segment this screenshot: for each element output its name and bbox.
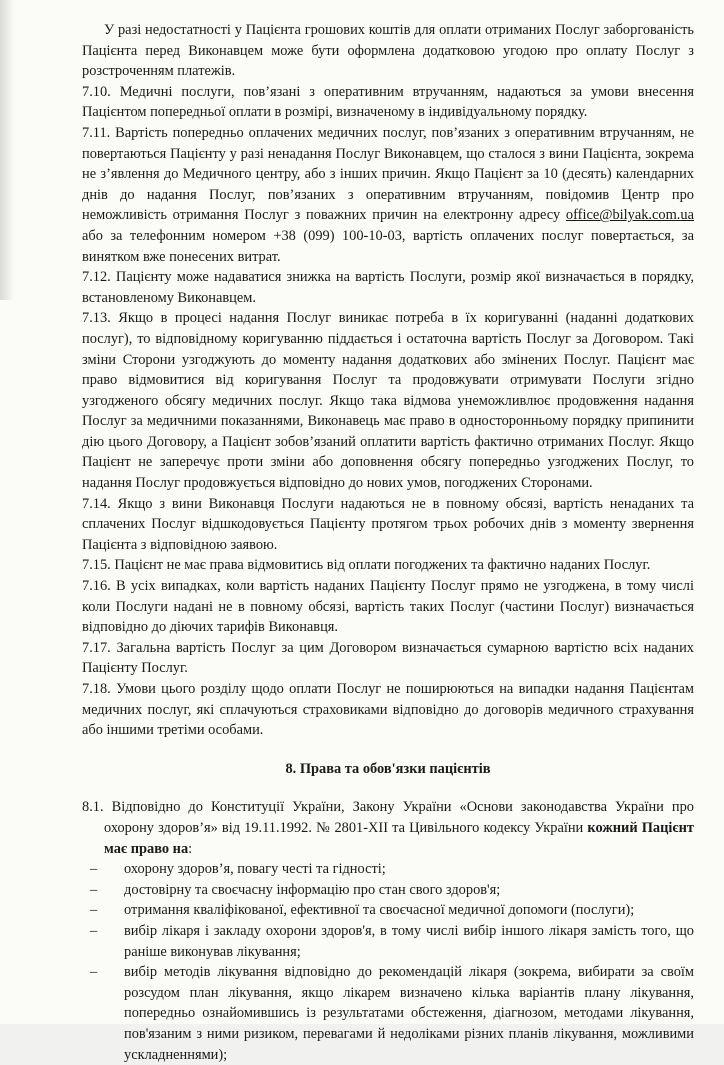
clause-7-9: У разі недостатності у Пацієнта грошових коштів для оплати отриманих Послуг заборгованість Пацієнта перед Виконавцем може бути оформлена додатковою угодою про оплату Послуг з розстроченням платежів. [82, 22, 694, 80]
list-item: – вибір методів лікування відповідно до рекомендацій лікаря (зокрема, вибирати за своїм розсудом план лікування, якщо лікарем визначено кілька варіантів плану лікування, попередньо ознайомившись із результатами обстеження, діагнозом, методами лікування, пов'язаним з ними ризиком, перевагами й недоліками різних планів лікування, можливими ускладненнями); [82, 962, 694, 1065]
clause-7-12: 7.12. Пацієнту може надаватися знижка на вартість Послуги, розмір якої визначається в порядку, встановленому Виконавцем. [82, 269, 694, 306]
list-item: – вибір лікаря і закладу охорони здоров'я, в тому числі вибір іншого лікаря замість того, що раніше виконував лікування; [82, 921, 694, 962]
clause-7-18: 7.18. Умови цього розділу щодо оплати Послуг не поширюються на випадки надання Пацієнтам медичних послуг, які сплачуються страховиками відповідно до договорів медичного страхування або іншими третіми особами. [82, 681, 694, 739]
clause-7-11-text-b: або за телефонним номером +38 (099) 100-10-03, вартість оплачених послуг повертається, за винятком вже понесених витрат. [82, 227, 694, 265]
list-item: – отримання кваліфікованої, ефективної та своєчасної медичної допомоги (послуги); [82, 900, 694, 921]
list-item: – достовірну та своєчасну інформацію про стан свого здоров'я; [82, 880, 694, 901]
clause-7-17: 7.17. Загальна вартість Послуг за цим Договором визначається сумарною вартістю всіх наданих Пацієнту Послуг. [82, 639, 694, 677]
clause-7-11 [82, 123, 694, 267]
clause-8-1 [82, 797, 694, 859]
clause-8-1-bold: кожний Пацієнт має право на [104, 819, 694, 857]
clause-7-11-text-a: 7.11. Вартість попередньо оплачених медичних послуг, пов’язаних з оперативним втручанням, не повертаються Пацієнту у разі ненадання Послуг Виконавцем, що сталося з вини Пацієнта, зокрема не з’явлення до Медичного центру, або з інших причин. Якщо Пацієнт за 10 (десять) календарних днів до надання Послуг, пов’язаних з оперативним втручанням, повідомив Центр про неможливість отримання Послуг з поважних причин на електронну адресу [82, 124, 694, 224]
list-item: – охорону здоров’я, повагу честі та гідності; [82, 859, 694, 880]
clause-7-15: 7.15. Пацієнт не має права відмовитись від оплати погоджених та фактично наданих Послуг. [82, 557, 651, 574]
scan-edge-shadow [0, 0, 14, 300]
email-link[interactable]: office@bilyak.com.ua [565, 207, 694, 224]
clause-7-16: 7.16. В усіх випадках, коли вартість наданих Пацієнту Послуг прямо не узгоджена, в тому числі коли Послуги надані не в повному обсязі, вартість таких Послуг (частини Послуг) визначається відповідно до діючих тарифів Виконавця. [82, 578, 694, 636]
document-body [82, 20, 694, 1065]
section-heading: 8. Права та обов'язки пацієнтів [285, 760, 491, 777]
clause-7-13: 7.13. Якщо в процесі надання Послуг виникає потреба в їх коригуванні (наданні додаткових послуг), то відповідному коригуванню піддається і остаточна вартість Послуг за Договором. Такі зміни Сторони узгоджують до моменту надання додаткових або змінених Послуг. Пацієнт має право відмовитися від коригування Послуг та продовжувати отримувати Послуги згідно узгодженого обсягу медичних послуг. Якщо така відмова унеможливлює продовження надання Послуг за медичними показаннями, Виконавець має право в односторонньому порядку припинити дію цього Договору, а Пацієнт зобов’язаний оплатити вартість фактично отриманих Послуг. Якщо Пацієнт не заперечує проти зміни або доповнення обсягу попередньо узгоджених Послуг, то надання Послуг продовжується відповідно до нових умов, погоджених Сторонами. [82, 310, 694, 492]
clause-8-1-colon: : [188, 840, 193, 857]
clause-7-14: 7.14. Якщо з вини Виконавця Послуги надаються не в повному обсязі, вартість ненаданих та сплачених Послуг відшкодовується Пацієнту протягом трьох робочих днів з моменту звернення Пацієнта з відповідною заявою. [82, 495, 694, 553]
rights-list [82, 859, 694, 1065]
clause-7-10: 7.10. Медичні послуги, пов’язані з оперативним втручанням, надаються за умови внесення Пацієнтом попередньої оплати в розмірі, визначеному в індивідуальному порядку. [82, 83, 694, 121]
clause-8-1-lead: 8.1. Відповідно до Конституції України, Закону України «Основи законодавства України про охорону здоров’я» від 19.11.1992. № 2801-XII та Цивільного кодексу України [82, 799, 694, 836]
